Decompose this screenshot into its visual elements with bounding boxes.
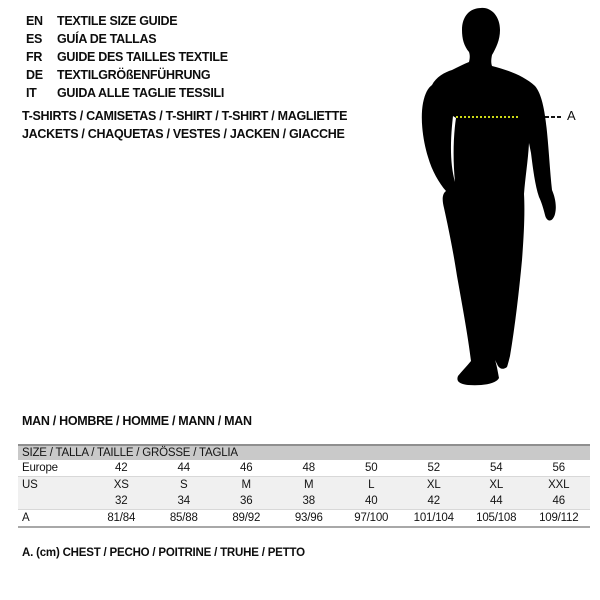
table-cell: 42 bbox=[403, 493, 466, 510]
row-label: Europe bbox=[18, 460, 90, 477]
table-cell: 89/92 bbox=[232, 512, 261, 524]
language-row-de bbox=[26, 66, 228, 84]
table-cell: 109/112 bbox=[539, 512, 579, 524]
table-cell: XXL bbox=[528, 477, 591, 494]
man-silhouette-figure bbox=[412, 4, 582, 389]
chest-measure-line-leader bbox=[545, 116, 562, 118]
table-cell: 46 bbox=[215, 460, 278, 477]
table-cell: XL bbox=[403, 477, 466, 494]
table-cell: 52 bbox=[403, 460, 466, 477]
table-cell: S bbox=[153, 477, 216, 494]
table-cell: 44 bbox=[153, 460, 216, 477]
table-cell: L bbox=[340, 477, 403, 494]
garment-categories bbox=[22, 107, 347, 143]
row-label: US bbox=[18, 477, 90, 494]
table-cell: 38 bbox=[278, 493, 341, 510]
row-label: A bbox=[22, 512, 30, 524]
table-cell: 44 bbox=[465, 493, 528, 510]
table-cell: 101/104 bbox=[413, 512, 454, 524]
language-row-it bbox=[26, 84, 228, 102]
size-table bbox=[18, 444, 590, 528]
table-cell: 56 bbox=[528, 460, 591, 477]
language-title: TEXTILE SIZE GUIDE bbox=[57, 14, 178, 28]
language-code: ES bbox=[26, 32, 43, 46]
language-row-en bbox=[26, 12, 228, 30]
table-cell: 32 bbox=[90, 493, 153, 510]
category-tshirts: T-SHIRTS / CAMISETAS / T-SHIRT / T-SHIRT / MAGLIETTE bbox=[22, 109, 348, 123]
chest-measure-line-on-body bbox=[456, 116, 520, 118]
language-code: EN bbox=[26, 14, 43, 28]
table-cell: XS bbox=[90, 477, 153, 494]
table-cell: 46 bbox=[528, 493, 591, 510]
table-cell: 48 bbox=[278, 460, 341, 477]
table-cell: M bbox=[215, 477, 278, 494]
chest-measure-footnote: A. (cm) CHEST / PECHO / POITRINE / TRUHE / PETTO bbox=[22, 547, 305, 559]
table-cell: 105/108 bbox=[476, 512, 517, 524]
table-row-chest-a bbox=[18, 510, 590, 528]
language-code: DE bbox=[26, 68, 43, 82]
table-cell: 40 bbox=[340, 493, 403, 510]
table-cell: 81/84 bbox=[107, 512, 136, 524]
table-cell: XL bbox=[465, 477, 528, 494]
table-cell: 93/96 bbox=[294, 512, 323, 524]
table-cell: 50 bbox=[340, 460, 403, 477]
section-title-man: MAN / HOMBRE / HOMME / MANN / MAN bbox=[22, 414, 252, 428]
language-row-es bbox=[26, 30, 228, 48]
table-cell: 54 bbox=[465, 460, 528, 477]
table-row-europe bbox=[18, 460, 590, 477]
table-cell: 85/88 bbox=[169, 512, 198, 524]
language-title: TEXTILGRÖßENFÜHRUNG bbox=[57, 68, 211, 82]
language-title: GUÍA DE TALLAS bbox=[57, 32, 157, 46]
language-code: FR bbox=[26, 50, 43, 64]
language-title: GUIDA ALLE TAGLIE TESSILI bbox=[57, 86, 225, 100]
language-row-fr bbox=[26, 48, 228, 66]
table-cell: 42 bbox=[90, 460, 153, 477]
language-list bbox=[26, 12, 228, 102]
category-jackets: JACKETS / CHAQUETAS / VESTES / JACKEN / GIACCHE bbox=[22, 127, 345, 141]
language-title: GUIDE DES TAILLES TEXTILE bbox=[57, 50, 228, 64]
size-table-header: SIZE / TALLA / TAILLE / GRÖSSE / TAGLIA bbox=[18, 445, 590, 460]
table-cell: 34 bbox=[153, 493, 216, 510]
table-row-numeric bbox=[18, 493, 590, 510]
language-code: IT bbox=[26, 86, 37, 100]
table-cell: M bbox=[278, 477, 341, 494]
man-silhouette-graphic bbox=[412, 4, 562, 389]
table-cell: 97/100 bbox=[354, 512, 389, 524]
measure-label-a: A bbox=[567, 108, 576, 123]
table-row-us bbox=[18, 477, 590, 494]
size-table-header-row bbox=[18, 445, 590, 460]
row-label bbox=[18, 493, 90, 510]
table-cell: 36 bbox=[215, 493, 278, 510]
